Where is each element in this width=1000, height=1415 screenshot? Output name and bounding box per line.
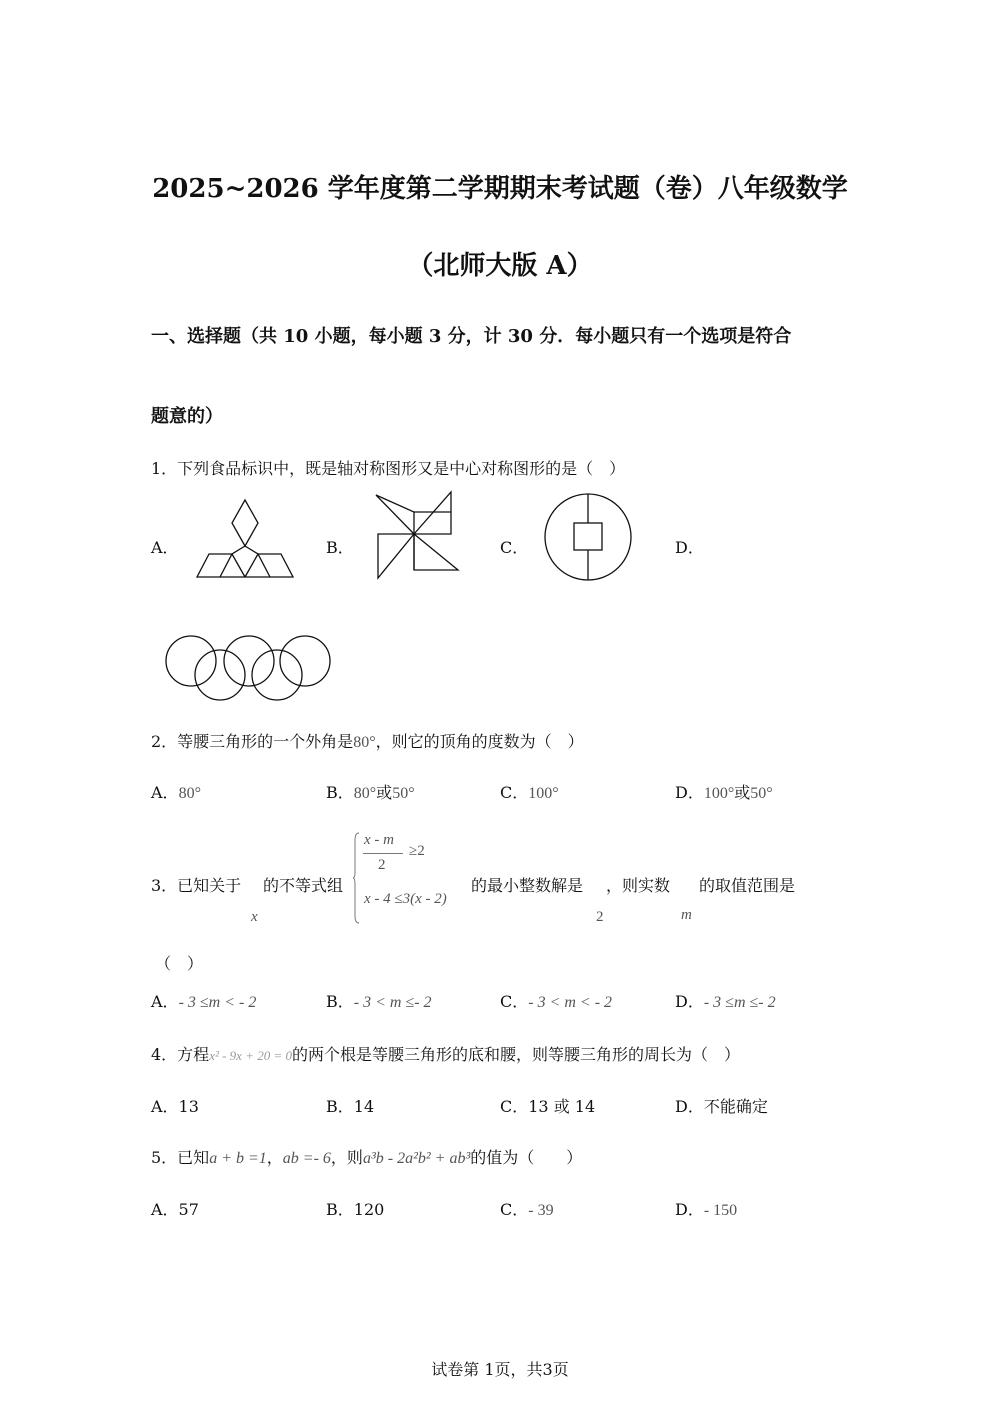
five-rings-logo-icon	[163, 633, 335, 703]
q5-option-d-label: D．	[675, 1200, 704, 1219]
q3-stem-post1: 的最小整数解是	[471, 876, 584, 895]
q4-option-d: D．不能确定	[675, 1097, 768, 1116]
pinwheel-logo-icon	[372, 490, 462, 580]
q5-option-c-math: - 39	[528, 1202, 554, 1219]
q3-system-line1-denominator: 2	[378, 857, 386, 873]
q2-stem-math: 80°	[353, 734, 376, 751]
q5-stem-post: 的值为（ ）	[470, 1148, 583, 1167]
circle-square-logo-icon	[543, 492, 633, 582]
q5-stem-comma: ，	[266, 1148, 283, 1167]
exam-title-line1: 2025~2026 学年度第二学期期末考试题（卷）八年级数学	[152, 174, 848, 204]
page-footer: 试卷第 1页，共3页	[431, 1360, 569, 1379]
q5-stem-math1: a + b =1	[209, 1150, 267, 1167]
q2-option-a-math: 80°	[178, 785, 201, 802]
question-4-stem	[151, 1042, 740, 1065]
q3-option-a	[151, 989, 256, 1012]
q4-option-c: C．13 或 14	[500, 1097, 596, 1116]
question-1-stem: 1．下列食品标识中，既是轴对称图形又是中心对称图形的是（ ）	[151, 459, 626, 478]
q4-stem-math: x² - 9x + 20 = 0	[209, 1048, 292, 1063]
q4-stem-pre: 4．方程	[151, 1045, 210, 1064]
q2-option-b-math2: 50°	[392, 785, 415, 802]
q3-option-a-label: A．	[151, 992, 179, 1011]
question-5-stem	[151, 1145, 582, 1168]
q1-option-d-label: D．	[675, 538, 704, 557]
q2-option-a	[151, 780, 201, 803]
q3-option-c	[500, 989, 612, 1012]
q3-stem-pre: 3．已知关于	[151, 876, 242, 895]
q3-option-d-math: - 3 ≤m ≤- 2	[703, 994, 776, 1011]
q3-option-b-label: B．	[326, 992, 354, 1011]
q2-option-c-math: 100°	[528, 785, 559, 802]
q3-option-a-math: - 3 ≤m < - 2	[178, 994, 257, 1011]
q2-stem-pre: 2．等腰三角形的一个外角是	[151, 732, 354, 751]
q3-system-line1-numerator: x - m	[364, 832, 394, 848]
three-rhombus-logo-icon	[195, 498, 295, 580]
q3-system-line1-rhs: ≥2	[409, 843, 425, 859]
section-heading-line1: 一、选择题（共 10 小题，每小题 3 分，计 30 分．每小题只有一个选项是符合	[151, 326, 792, 347]
q2-option-c-label: C．	[500, 783, 529, 802]
q3-value-2: 2	[596, 909, 604, 925]
q2-option-b-or: 或	[376, 783, 393, 802]
q3-fraction-bar	[363, 853, 403, 854]
q3-var-m: m	[681, 907, 692, 923]
q3-option-d-label: D．	[675, 992, 704, 1011]
system-brace-icon	[352, 832, 362, 924]
q2-option-d-label: D．	[675, 783, 704, 802]
q2-stem-post: ，则它的顶角的度数为（ ）	[375, 732, 584, 751]
q5-option-a: A．57	[151, 1200, 199, 1219]
q2-option-b	[326, 780, 415, 803]
q3-stem-post2: ，则实数	[606, 876, 671, 895]
q3-option-c-math: - 3 < m < - 2	[528, 994, 613, 1011]
q5-stem-mid: ，则	[330, 1148, 363, 1167]
q1-option-b-label: B．	[326, 538, 354, 557]
q2-option-d-math2: 50°	[750, 785, 773, 802]
q3-stem-mid: 的不等式组	[263, 876, 344, 895]
q5-option-c	[500, 1197, 554, 1220]
section-heading-line2: 题意的）	[151, 406, 223, 427]
q5-stem-pre: 5．已知	[151, 1148, 210, 1167]
q3-var-x: x	[251, 909, 258, 925]
q5-stem-math2: ab =- 6	[282, 1150, 331, 1167]
q2-option-b-label: B．	[326, 783, 354, 802]
q4-stem-post: 的两个根是等腰三角形的底和腰，则等腰三角形的周长为（ ）	[292, 1045, 741, 1064]
q4-option-a: A．13	[151, 1097, 199, 1116]
q5-option-c-label: C．	[500, 1200, 529, 1219]
question-2-stem	[151, 729, 584, 752]
q3-option-b-math: - 3 < m ≤- 2	[353, 994, 432, 1011]
q2-option-d-math1: 100°	[703, 785, 735, 802]
q2-option-b-math1: 80°	[353, 785, 377, 802]
q1-option-c-label: C．	[500, 538, 529, 557]
q2-option-c	[500, 780, 559, 803]
q3-system-line2: x - 4 ≤3(x - 2)	[364, 891, 447, 907]
q3-option-b	[326, 989, 432, 1012]
q3-option-c-label: C．	[500, 992, 529, 1011]
q1-option-a-label: A．	[151, 538, 179, 557]
q4-option-b: B．14	[326, 1097, 375, 1116]
q2-option-d	[675, 780, 773, 803]
exam-title-line2: （北师大版 A）	[407, 251, 593, 281]
q3-option-d	[675, 989, 776, 1012]
q5-stem-math3: a³b - 2a²b² + ab³	[362, 1150, 471, 1167]
q3-answer-paren: （ ）	[155, 954, 204, 973]
q2-option-d-or: 或	[734, 783, 751, 802]
q5-option-d-math: - 150	[703, 1202, 738, 1219]
q2-option-a-label: A．	[151, 783, 179, 802]
q5-option-b: B．120	[326, 1200, 385, 1219]
q3-stem-post3: 的取值范围是	[699, 876, 796, 895]
q5-option-d	[675, 1197, 737, 1220]
